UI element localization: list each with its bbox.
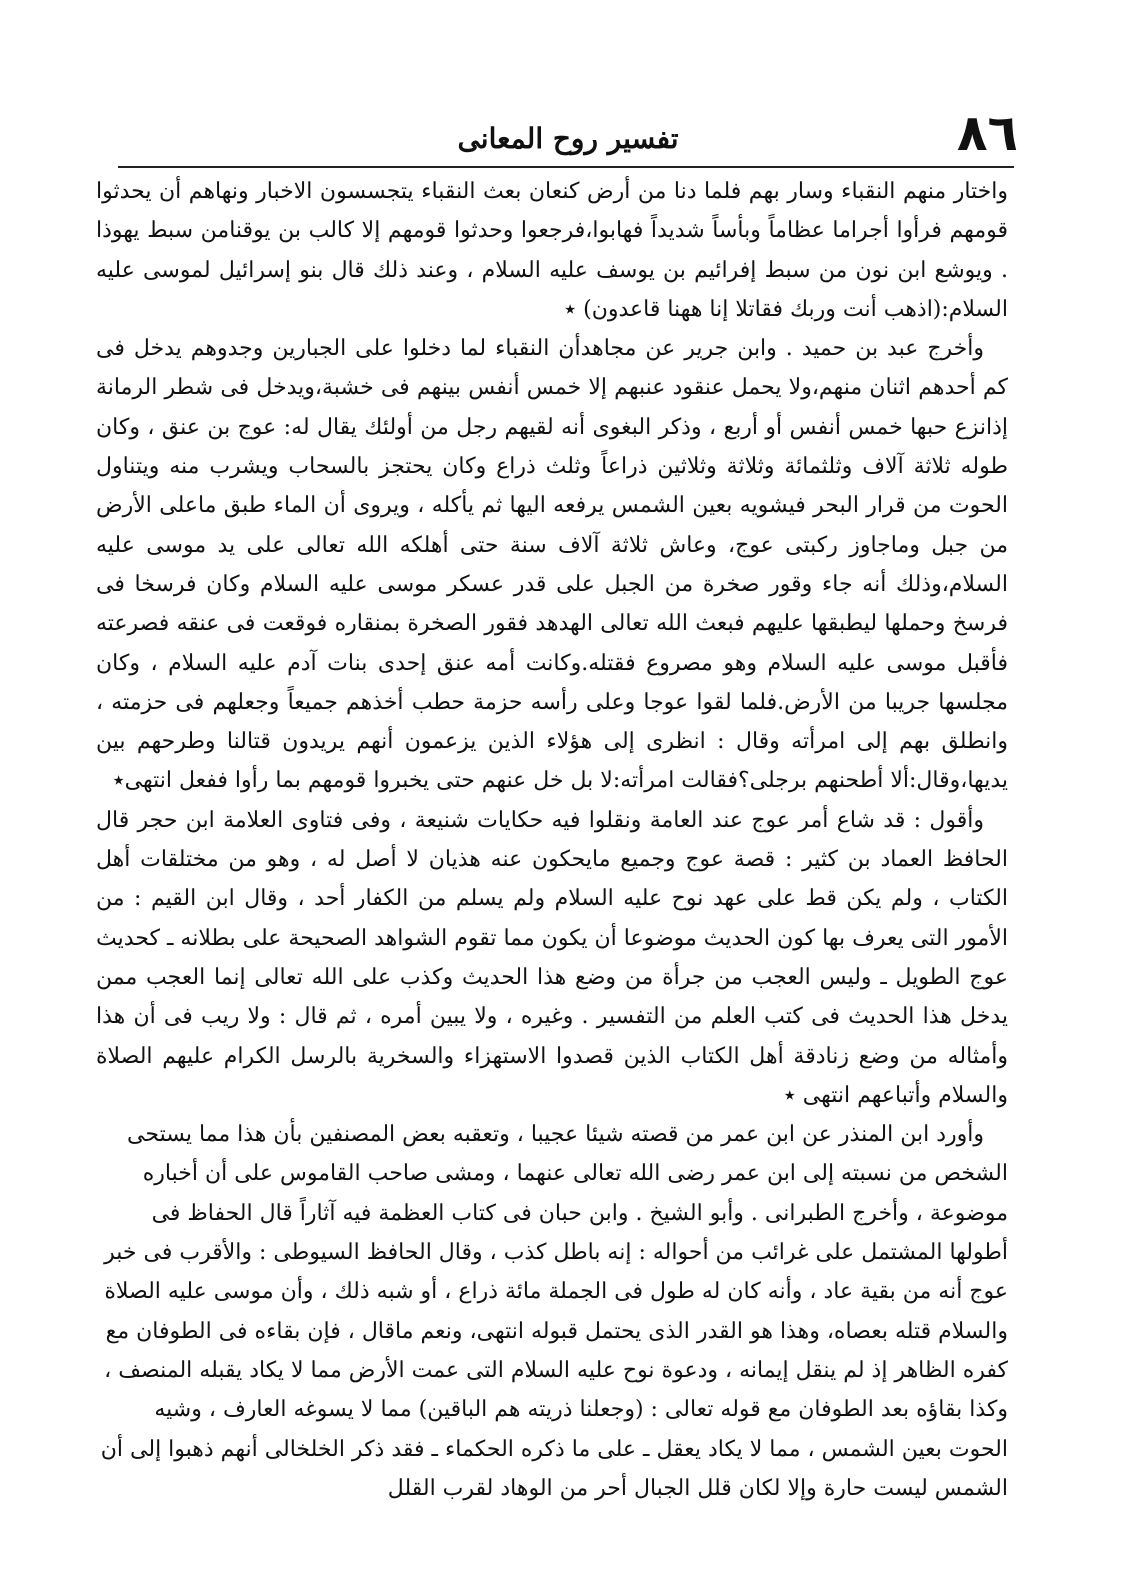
- paragraph-3: وأقول : قد شاع أمر عوج عند العامة ونقلوا فيه حكايات شنيعة ، وفى فتاوى العلامة ابن حجر قال الحافظ العماد بن كثير : قصة عوج وجميع مايحكون عنه هذيان لا أصل له ، وهو من مختلقات أهل الكتاب ، ولم يكن قط على عهد نوح عليه السلام ولم يسلم من الكفار أحد ، وقال ابن القيم : من الأمور التى يعرف بها كون الحديث موضوعا أن يكون مما تقوم الشواهد الصحيحة على بطلانه ـ كحديث عوج الطويل ـ وليس العجب من جرأة من وضع هذا الحديث وكذب على الله تعالى إنما العجب ممن يدخل هذا الحديث فى كتب العلم من التفسير . وغيره ، ولا يبين أمره ، ثم قال : ولا ريب فى أن هذا وأمثاله من وضع زنادقة أهل الكتاب الذين قصدوا الاستهزاء والسخرية بالرسل الكرام عليهم الصلاة والسلام وأتباعهم انتهى ٭: [96, 807, 1008, 1108]
- running-title: تفسير روح المعانى: [457, 122, 679, 155]
- body-text: [96, 172, 1008, 1508]
- page-number: ٨٦: [956, 104, 1018, 162]
- header-rule: [118, 166, 1014, 168]
- paragraph-4: وأورد ابن المنذر عن ابن عمر من قصته شيئا عجيبا ، وتعقبه بعض المصنفين بأن هذا مما يستحى الشخص من نسبته إلى ابن عمر رضى الله تعالى عنهما ، ومشى صاحب القاموس على أن أخباره موضوعة ، وأخرج الطبرانى . وأبو الشيخ . وابن حبان فى كتاب العظمة فيه آثاراً قال الحفاظ فى أطولها المشتمل على غرائب من أحواله : إنه باطل كذب ، وقال الحافظ السيوطى : والأقرب فى خبر عوج أنه من بقية عاد ، وأنه كان له طول فى الجملة مائة ذراع ، أو شبه ذلك ، وأن موسى عليه الصلاة والسلام قتله بعصاه، وهذا هو القدر الذى يحتمل قبوله انتهى، ونعم ماقال ، فإن بقاءه فى الطوفان مع كفره الظاهر إذ لم ينقل إيمانه ، ودعوة نوح عليه السلام التى عمت الأرض مما لا يكاد يقبله المنصف ، وكذا بقاؤه بعد الطوفان مع قوله تعالى : (وجعلنا ذريته هم الباقين) مما لا يسوغه العارف ، وشيه الحوت بعين الشمس ، مما لا يكاد يعقل ـ على ما ذكره الحكماء ـ فقد ذكر الخلخالى أنهم ذهبوا إلى أن الشمس ليست حارة وإلا لكان قلل الجبال أحر من الوهاد لقرب القلل: [100, 1122, 1008, 1501]
- page-header: [118, 104, 1018, 164]
- paragraph-1: واختار منهم النقباء وسار بهم فلما دنا من أرض كنعان بعث النقباء يتجسسون الاخبار ونهاهم أن يحدثوا قومهم فرأوا أجراما عظاماً وبأساً شديداً فهابوا،فرجعوا وحدثوا قومهم إلا كالب بن يوقنامن سبط يهوذا . ويوشع ابن نون من سبط إفرائيم بن يوسف عليه السلام ، وعند ذلك قال بنو إسرائيل لموسى عليه السلام:(اذهب أنت وربك فقاتلا إنا ههنا قاعدون) ٭: [96, 179, 1008, 322]
- paragraph-2: وأخرج عبد بن حميد . وابن جرير عن مجاهدأن النقباء لما دخلوا على الجبارين وجدوهم يدخل فى كم أحدهم اثنان منهم،ولا يحمل عنقود عنبهم إلا خمس أنفس بينهم فى خشبة،ويدخل فى شطر الرمانة إذانزع حبها خمس أنفس أو أربع ، وذكر البغوى أنه لقيهم رجل من أولئك يقال له: عوج بن عنق ، وكان طوله ثلاثة آلاف وثلثمائة وثلاثة وثلاثين ذراعاً وثلث ذراع وكان يحتجز بالسحاب ويشرب منه ويتناول الحوت من قرار البحر فيشويه بعين الشمس يرفعه اليها ثم يأكله ، ويروى أن الماء طبق ماعلى الأرض من جبل وماجاوز ركبتى عوج، وعاش ثلاثة آلاف سنة حتى أهلكه الله تعالى على يد موسى عليه السلام،وذلك أنه جاء وقور صخرة من الجبل على قدر عسكر موسى عليه السلام وكان فرسخا فى فرسخ وحملها ليطبقها عليهم فبعث الله تعالى الهدهد فقور الصخرة بمنقاره فوقعت فى عنقه فصرعته فأقبل موسى عليه السلام وهو مصروع فقتله.وكانت أمه عنق إحدى بنات آدم عليه السلام ، وكان مجلسها جريبا من الأرض.فلما لقوا عوجا وعلى رأسه حزمة حطب أخذهم جميعاً وجعلهم فى حزمته ، وانطلق بهم إلى امرأته وقال : انظرى إلى هؤلاء الذين يزعمون أنهم يريدون قتالنا وطرحهم بين يديها،وقال:ألا أطحنهم برجلى؟فقالت امرأته:لا بل خل عنهم حتى يخبروا قومهم بما رأوا ففعل انتهى٭: [96, 336, 1008, 794]
